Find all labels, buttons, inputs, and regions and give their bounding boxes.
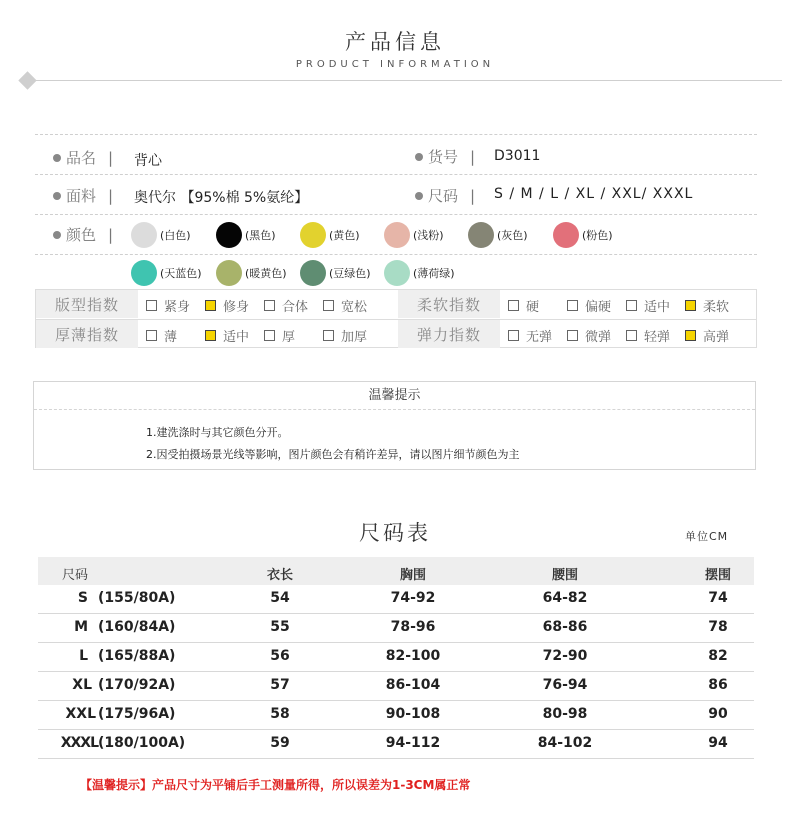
softness-option[interactable]: 偏硬 bbox=[567, 296, 611, 315]
row-length: 56 bbox=[270, 648, 290, 664]
checkbox-icon[interactable] bbox=[685, 330, 696, 341]
fabric-value: 奥代尔 【95%棉 5%氨纶】 bbox=[134, 190, 309, 206]
color-swatch-pink[interactable]: (粉色) bbox=[553, 222, 613, 248]
stretch-option[interactable]: 轻弹 bbox=[626, 326, 670, 345]
color-circle-icon bbox=[300, 260, 326, 286]
row-standard: (175/96A) bbox=[98, 706, 176, 722]
row-size: XL bbox=[72, 677, 92, 693]
row-length: 58 bbox=[270, 706, 290, 722]
checkbox-icon[interactable] bbox=[264, 330, 275, 341]
checkbox-icon[interactable] bbox=[508, 300, 519, 311]
row-length: 54 bbox=[270, 590, 290, 606]
dashed-divider bbox=[35, 214, 757, 215]
row-chest: 74-92 bbox=[390, 590, 436, 606]
checkbox-icon[interactable] bbox=[626, 300, 637, 311]
table-row bbox=[38, 614, 754, 643]
color-circle-icon bbox=[131, 260, 157, 286]
page-title: 产品信息 bbox=[345, 30, 445, 54]
checkbox-icon[interactable] bbox=[323, 330, 334, 341]
fit-option[interactable]: 紧身 bbox=[146, 296, 190, 315]
thickness-option[interactable]: 厚 bbox=[264, 326, 295, 345]
checkbox-icon[interactable] bbox=[626, 330, 637, 341]
fit-index-label: 版型指数 bbox=[36, 290, 138, 318]
table-row bbox=[38, 672, 754, 701]
size-table-header bbox=[38, 557, 754, 585]
row-standard: (165/88A) bbox=[98, 648, 176, 664]
row-waist: 64-82 bbox=[542, 590, 588, 606]
section-header bbox=[0, 26, 790, 70]
row-size: XXXL bbox=[60, 735, 98, 751]
sku-label: 货号 | bbox=[415, 146, 475, 167]
stretch-option[interactable]: 高弹 bbox=[685, 326, 729, 345]
color-circle-icon bbox=[553, 222, 579, 248]
row-chest: 82-100 bbox=[385, 648, 441, 664]
color-circle-icon bbox=[384, 222, 410, 248]
softness-option[interactable]: 适中 bbox=[626, 296, 670, 315]
checkbox-icon[interactable] bbox=[567, 300, 578, 311]
row-hem: 90 bbox=[708, 706, 728, 722]
softness-option[interactable]: 柔软 bbox=[685, 296, 729, 315]
row-standard: (155/80A) bbox=[98, 590, 176, 606]
header-chest: 胸围 bbox=[399, 568, 426, 583]
stretch-option[interactable]: 无弹 bbox=[508, 326, 552, 345]
row-chest: 78-96 bbox=[390, 619, 436, 635]
checkbox-icon[interactable] bbox=[146, 330, 157, 341]
thickness-option[interactable]: 适中 bbox=[205, 326, 249, 345]
table-row bbox=[38, 643, 754, 672]
size-table bbox=[38, 557, 754, 759]
header-length: 衣长 bbox=[266, 568, 293, 583]
color-circle-icon bbox=[131, 222, 157, 248]
dashed-divider bbox=[35, 134, 757, 135]
row-waist: 84-102 bbox=[537, 735, 593, 751]
row-waist: 80-98 bbox=[542, 706, 588, 722]
row-length: 57 bbox=[270, 677, 290, 693]
color-circle-icon bbox=[216, 222, 242, 248]
footnote-warning: 【温馨提示】产品尺寸为平铺后手工测量所得，所以误差为1-3CM属正常 bbox=[80, 778, 471, 792]
color-swatch-sky-blue[interactable]: (天蓝色) bbox=[131, 260, 202, 286]
tips-line: 2.因受拍摄场景光线等影响，图片颜色会有稍许差异，请以图片细节颜色为主 bbox=[146, 448, 520, 461]
thickness-option[interactable]: 加厚 bbox=[323, 326, 367, 345]
thickness-index-label: 厚薄指数 bbox=[36, 320, 138, 348]
row-hem: 78 bbox=[708, 619, 728, 635]
row-standard: (180/100A) bbox=[98, 735, 186, 751]
row-hem: 74 bbox=[708, 590, 728, 606]
bullet-dot-icon bbox=[53, 231, 61, 239]
row-size: XXL bbox=[65, 706, 96, 722]
row-standard: (160/84A) bbox=[98, 619, 176, 635]
page-subtitle: PRODUCT INFORMATION bbox=[295, 59, 495, 70]
unit-label: 单位CM bbox=[685, 530, 729, 543]
color-swatch-warm-yellow[interactable]: (暖黄色) bbox=[216, 260, 287, 286]
stretch-option[interactable]: 微弹 bbox=[567, 326, 611, 345]
color-circle-icon bbox=[300, 222, 326, 248]
dashed-divider bbox=[35, 254, 757, 255]
checkbox-icon[interactable] bbox=[508, 330, 519, 341]
fit-option[interactable]: 宽松 bbox=[323, 296, 367, 315]
row-length: 55 bbox=[270, 619, 290, 635]
sku-value: D3011 bbox=[494, 148, 541, 164]
row-hem: 94 bbox=[708, 735, 728, 751]
tips-line: 1.建洗涤时与其它颜色分开。 bbox=[146, 426, 289, 439]
color-circle-icon bbox=[216, 260, 242, 286]
checkbox-icon[interactable] bbox=[264, 300, 275, 311]
row-waist: 72-90 bbox=[542, 648, 588, 664]
color-label: 颜色 | bbox=[53, 224, 113, 245]
row-length: 59 bbox=[270, 735, 290, 751]
row-standard: (170/92A) bbox=[98, 677, 176, 693]
row-waist: 68-86 bbox=[542, 619, 588, 635]
color-swatch-bean-green[interactable]: (豆绿色) bbox=[300, 260, 371, 286]
size-chart-title: 尺码表 bbox=[359, 521, 431, 545]
table-row bbox=[38, 585, 754, 614]
checkbox-icon[interactable] bbox=[146, 300, 157, 311]
color-swatch-yellow[interactable]: (黄色) bbox=[300, 222, 360, 248]
row-waist: 76-94 bbox=[542, 677, 588, 693]
checkbox-icon[interactable] bbox=[685, 300, 696, 311]
index-row bbox=[36, 290, 756, 319]
color-swatch-white[interactable]: (白色) bbox=[131, 222, 191, 248]
fit-option[interactable]: 合体 bbox=[264, 296, 308, 315]
table-row bbox=[38, 701, 754, 730]
size-value: S / M / L / XL / XXL/ XXXL bbox=[494, 186, 694, 202]
bullet-dot-icon bbox=[53, 192, 61, 200]
color-swatch-mint-green[interactable]: (薄荷绿) bbox=[384, 260, 455, 286]
fit-option[interactable]: 修身 bbox=[205, 296, 249, 315]
row-chest: 90-108 bbox=[385, 706, 441, 722]
row-size: S bbox=[77, 590, 88, 606]
size-label: 尺码 | bbox=[415, 185, 475, 206]
row-chest: 86-104 bbox=[385, 677, 441, 693]
bullet-dot-icon bbox=[53, 154, 61, 162]
dashed-divider bbox=[35, 174, 757, 175]
row-hem: 86 bbox=[708, 677, 728, 693]
checkbox-icon[interactable] bbox=[323, 300, 334, 311]
thickness-option[interactable]: 薄 bbox=[146, 326, 177, 345]
bullet-dot-icon bbox=[415, 153, 423, 161]
row-chest: 94-112 bbox=[385, 735, 441, 751]
name-label: 品名 | bbox=[53, 147, 113, 168]
checkbox-icon[interactable] bbox=[567, 330, 578, 341]
checkbox-icon[interactable] bbox=[205, 300, 216, 311]
index-row bbox=[36, 319, 756, 348]
row-hem: 82 bbox=[708, 648, 728, 664]
color-swatch-black[interactable]: (黑色) bbox=[216, 222, 276, 248]
header-waist: 腰围 bbox=[551, 568, 578, 583]
row-size: M bbox=[74, 619, 88, 635]
tips-box bbox=[33, 381, 756, 470]
color-swatch-light-pink[interactable]: (浅粉) bbox=[384, 222, 444, 248]
color-swatch-gray[interactable]: (灰色) bbox=[468, 222, 528, 248]
tips-title: 温馨提示 bbox=[34, 382, 755, 410]
color-circle-icon bbox=[384, 260, 410, 286]
checkbox-icon[interactable] bbox=[205, 330, 216, 341]
stretch-index-label: 弹力指数 bbox=[398, 320, 500, 348]
header-size: 尺码 bbox=[62, 568, 89, 583]
table-row bbox=[38, 730, 754, 759]
fabric-label: 面料 | bbox=[53, 185, 113, 206]
softness-index-label: 柔软指数 bbox=[398, 290, 500, 318]
index-table bbox=[35, 289, 757, 348]
softness-option[interactable]: 硬 bbox=[508, 296, 539, 315]
name-value: 背心 bbox=[134, 153, 162, 169]
row-size: L bbox=[79, 648, 88, 664]
bullet-dot-icon bbox=[415, 192, 423, 200]
color-circle-icon bbox=[468, 222, 494, 248]
header-divider bbox=[30, 80, 782, 81]
header-hem: 摆围 bbox=[704, 568, 731, 583]
